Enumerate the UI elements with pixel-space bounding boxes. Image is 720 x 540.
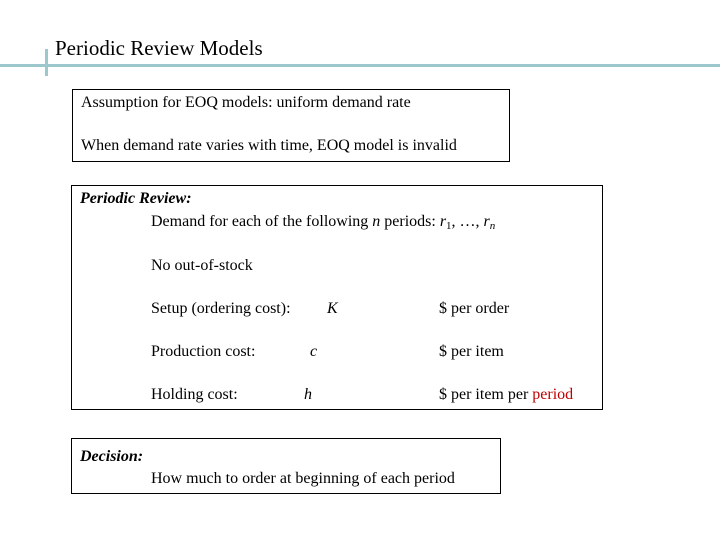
holding-cost-unit [439,386,573,404]
r-first-index: 1 [446,220,452,232]
production-cost-unit: $ per item [439,343,504,360]
r-last-symbol: r [483,213,490,230]
holding-cost-label: Holding cost: [151,386,238,403]
setup-cost-unit: $ per order [439,300,510,317]
r-separator: , …, [451,213,480,230]
decision-box [71,438,501,494]
demand-mid: periods: [384,213,436,230]
r-last-index: n [489,220,496,232]
holding-cost-unit-prefix: $ per item per [439,386,529,403]
r-first-symbol: r [439,213,447,230]
assumption-box [72,89,510,162]
assumption-line-1: Assumption for EOQ models: uniform demand rate [81,94,411,111]
setup-cost-symbol: K [327,300,338,317]
holding-cost-symbol: h [304,386,312,403]
decision-text: How much to order at beginning of each period [151,470,455,487]
no-stockout-line: No out-of-stock [151,257,253,274]
header-rule-vertical [45,49,48,76]
demand-line [151,213,495,231]
holding-cost-unit-highlight: period [532,386,574,403]
periodic-review-heading: Periodic Review: [80,190,192,207]
demand-prefix: Demand for each of the following [151,213,369,230]
assumption-line-2: When demand rate varies with time, EOQ model is invalid [81,137,457,154]
production-cost-symbol: c [310,343,318,360]
setup-cost-label: Setup (ordering cost): [151,300,291,317]
decision-heading: Decision: [80,448,144,465]
slide-title: Periodic Review Models [55,36,263,60]
periodic-review-box [71,185,603,410]
header-rule-horizontal [0,64,720,67]
demand-n-symbol: n [372,213,381,230]
production-cost-label: Production cost: [151,343,256,360]
